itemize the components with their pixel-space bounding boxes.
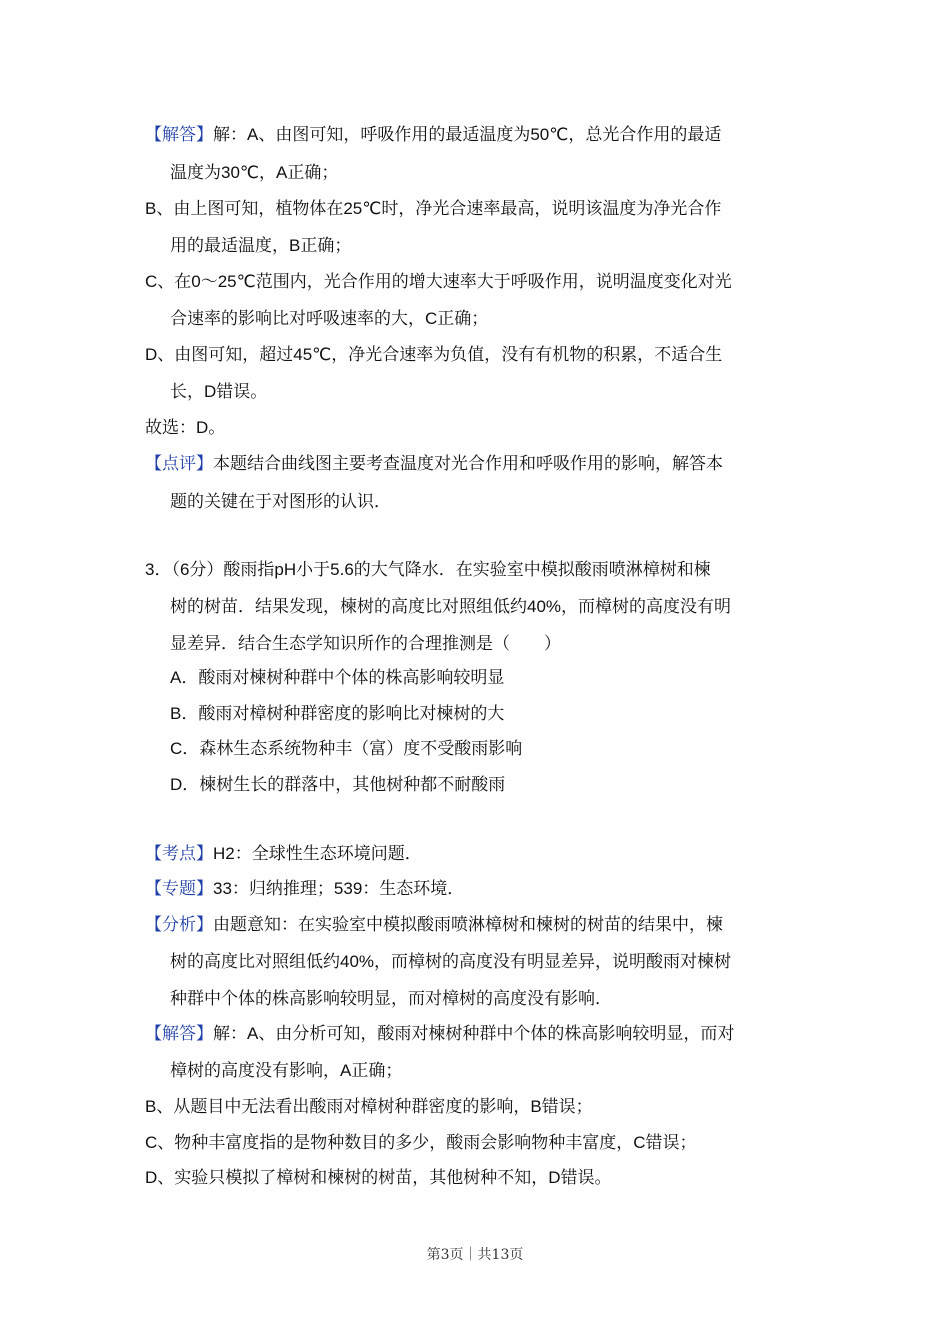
question-stem: 树的树苗．结果发现，楝树的高度比对照组低约40%，而樟树的高度没有明 — [170, 597, 732, 616]
fenxi-tag: 【分析】 — [145, 915, 213, 934]
kaodian-tag: 【考点】 — [145, 844, 213, 863]
comment-line: 【点评】本题结合曲线图主要考查温度对光合作用和呼吸作用的影响，解答本 — [145, 454, 723, 473]
jieda-line: C、物种丰富度指的是物种数目的多少，酸雨会影响物种丰富度，C错误； — [145, 1133, 697, 1152]
question-stem: 显差异．结合生态学知识所作的合理推测是（ ） — [170, 634, 561, 653]
jieda-line: 樟树的高度没有影响，A正确； — [170, 1061, 403, 1080]
comment-tag: 【点评】 — [145, 454, 213, 473]
option-c: C．森林生态系统物种丰（富）度不受酸雨影响 — [170, 739, 523, 758]
answer-line: 合速率的影响比对呼吸速率的大，C正确； — [170, 309, 489, 328]
jieda-tag: 【解答】 — [145, 1024, 213, 1043]
comment-line: 题的关键在于对图形的认识． — [170, 492, 391, 511]
option-b: B．酸雨对樟树种群密度的影响比对楝树的大 — [170, 704, 505, 723]
fenxi-line: 种群中个体的株高影响较明显，而对樟树的高度没有影响． — [170, 989, 612, 1008]
jieda-line: D、实验只模拟了樟树和楝树的树苗，其他树种不知，D错误。 — [145, 1168, 612, 1187]
answer-line: 【解答】解：A、由图可知，呼吸作用的最适温度为50℃，总光合作用的最适 — [145, 125, 722, 144]
fenxi-line: 【分析】由题意知：在实验室中模拟酸雨喷淋樟树和楝树的树苗的结果中，楝 — [145, 915, 723, 934]
answer-line: C、在0～25℃范围内，光合作用的增大速率大于呼吸作用，说明温度变化对光 — [145, 272, 732, 291]
fenxi-line: 树的高度比对照组低约40%，而樟树的高度没有明显差异，说明酸雨对楝树 — [170, 952, 732, 971]
choice-line: 故选：D。 — [145, 418, 226, 437]
page-footer: 第3页｜共13页 — [426, 1247, 524, 1263]
zhuanti-line: 【专题】33：归纳推理；539：生态环境． — [145, 879, 465, 898]
answer-line: 温度为30℃，A正确； — [170, 163, 339, 182]
answer-line: B、由上图可知，植物体在25℃时，净光合速率最高，说明该温度为净光合作 — [145, 199, 722, 218]
option-a: A．酸雨对楝树种群中个体的株高影响较明显 — [170, 668, 505, 687]
question-stem: 3．（6分）酸雨指pH小于5.6的大气降水．在实验室中模拟酸雨喷淋樟树和楝 — [145, 560, 711, 579]
answer-tag: 【解答】 — [145, 125, 213, 144]
option-d: D．楝树生长的群落中，其他树种都不耐酸雨 — [170, 775, 506, 794]
answer-line: 长，D错误。 — [170, 382, 268, 401]
answer-line: 用的最适温度，B正确； — [170, 236, 352, 255]
jieda-line: 【解答】解：A、由分析可知，酸雨对楝树种群中个体的株高影响较明显，而对 — [145, 1024, 735, 1043]
kaodian-line: 【考点】H2：全球性生态环境问题． — [145, 844, 422, 863]
zhuanti-tag: 【专题】 — [145, 879, 213, 898]
jieda-line: B、从题目中无法看出酸雨对樟树种群密度的影响，B错误； — [145, 1097, 593, 1116]
answer-line: D、由图可知，超过45℃，净光合速率为负值，没有有机物的积累，不适合生 — [145, 345, 723, 364]
